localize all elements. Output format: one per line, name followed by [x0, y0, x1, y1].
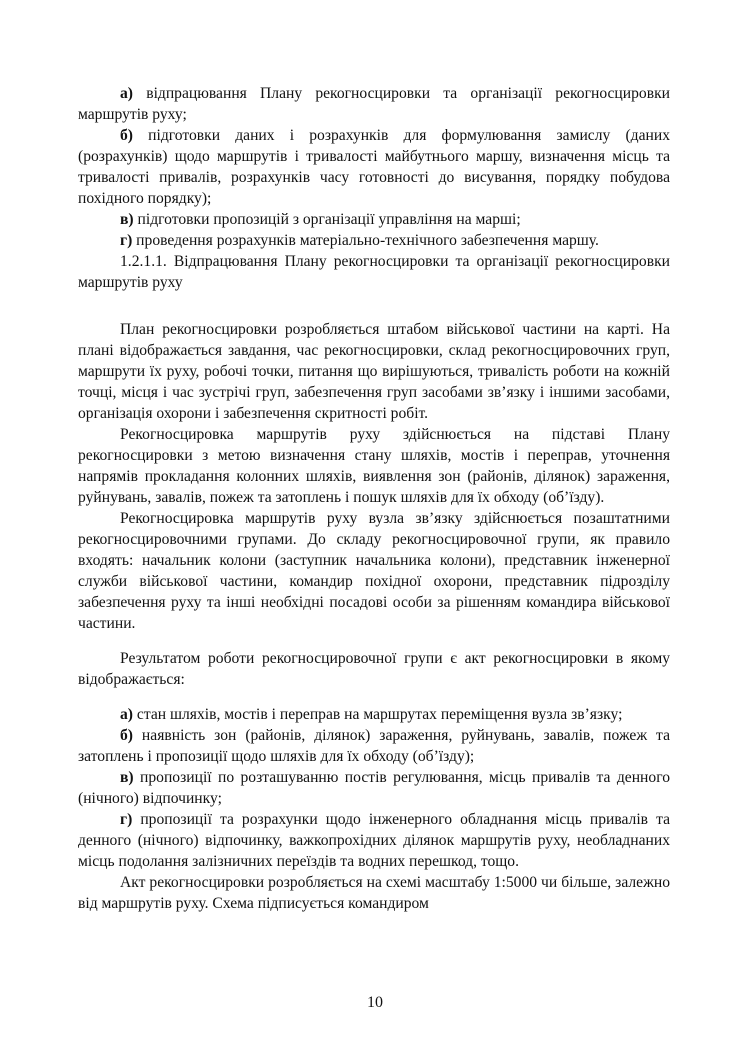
- list2-item-g: [78, 809, 670, 872]
- list2-item-a: [78, 704, 670, 725]
- paragraph-recon-groups: Рекогносцировка маршрутів руху вузла зв’язку здійснюється позаштатними рекогносцировочними групами. До складу рекогносцировочної групи, як правило входять: начальник колони (заступник начальника колони), представник інженерної служби військової частини, командир похідної охорони, представник підрозділу забезпечення руху та інші необхідні посадові особи за рішенням командира військової частини.: [78, 510, 670, 632]
- paragraph-result: Результатом роботи рекогносцировочної групи є акт рекогносцировки в якому відображається:: [78, 650, 670, 688]
- list-item-text: проведення розрахунків матеріально-технічного забезпечення маршу.: [132, 232, 599, 249]
- list-item-text: пропозиції та розрахунки щодо інженерного обладнання місць привалів та денного (нічного) відпочинку, важкопрохідних ділянок маршрутів руху, необладнаних місць подолання залізничних переїздів та водних перешкод, тощо.: [78, 811, 670, 870]
- paragraph-recon-routes: Рекогносцировка маршрутів руху здійснюється на підставі Плану рекогносцировки з метою визначення стану шляхів, мостів і переправ, уточнення напрямів прокладання колонних шляхів, виявлення зон (районів, ділянок) зараження, руйнувань, завалів, пожеж та затоплень і пошук шляхів для їх обходу (об’їзду).: [78, 426, 670, 506]
- paragraph-plan: План рекогносцировки розробляється штабом військової частини на карті. На плані відображається завдання, час рекогносцировки, склад рекогносцировочних груп, маршрути їх руху, робочі точки, питання що вирішуються, тривалість роботи на кожній точці, місця і час зустрічі груп, забезпечення груп засобами зв’язку і іншими засобами, організація охорони і забезпечення скритності робіт.: [78, 321, 670, 422]
- list-item-text: наявність зон (районів, ділянок) зараження, руйнувань, завалів, пожеж та затоплень і пропозиції щодо шляхів для їх обходу (об’їзду);: [78, 727, 670, 765]
- list-marker: в): [120, 211, 134, 228]
- page-content: [78, 83, 670, 914]
- list2-item-b: [78, 725, 670, 767]
- list-marker: а): [120, 706, 133, 723]
- list2-item-v: [78, 767, 670, 809]
- list-item-v: [78, 209, 670, 230]
- list-marker: г): [120, 811, 133, 828]
- list-item-a: [78, 83, 670, 125]
- list-item-g: [78, 230, 670, 251]
- list-marker: в): [120, 769, 134, 786]
- paragraph-act: Акт рекогносцировки розробляється на схемі масштабу 1:5000 чи більше, залежно від маршрутів руху. Схема підписується командиром: [78, 874, 670, 912]
- list-item-b: [78, 125, 670, 209]
- list-item-text: підготовки даних і розрахунків для формулювання замислу (даних (розрахунків) щодо маршрутів і тривалості майбутнього маршу, визначення місць та тривалості привалів, розрахунків часу готовності до висування, порядку побудова похідного порядку);: [78, 127, 670, 207]
- section-heading: 1.2.1.1. Відпрацювання Плану рекогносцировки та організації рекогносцировки маршрутів руху: [78, 253, 670, 291]
- page-number: 10: [367, 994, 383, 1011]
- list-marker: б): [120, 727, 133, 744]
- list-item-text: пропозиції по розташуванню постів регулювання, місць привалів та денного (нічного) відпочинку;: [78, 769, 670, 807]
- list-marker: а): [120, 85, 133, 102]
- list-marker: б): [120, 127, 133, 144]
- list-item-text: стан шляхів, мостів і переправ на маршрутах переміщення вузла зв’язку;: [133, 706, 623, 723]
- list-marker: г): [120, 232, 133, 249]
- list-item-text: підготовки пропозицій з організації управління на марші;: [133, 211, 521, 228]
- list-item-text: відпрацювання Плану рекогносцировки та організації рекогносцировки маршрутів руху;: [78, 85, 670, 123]
